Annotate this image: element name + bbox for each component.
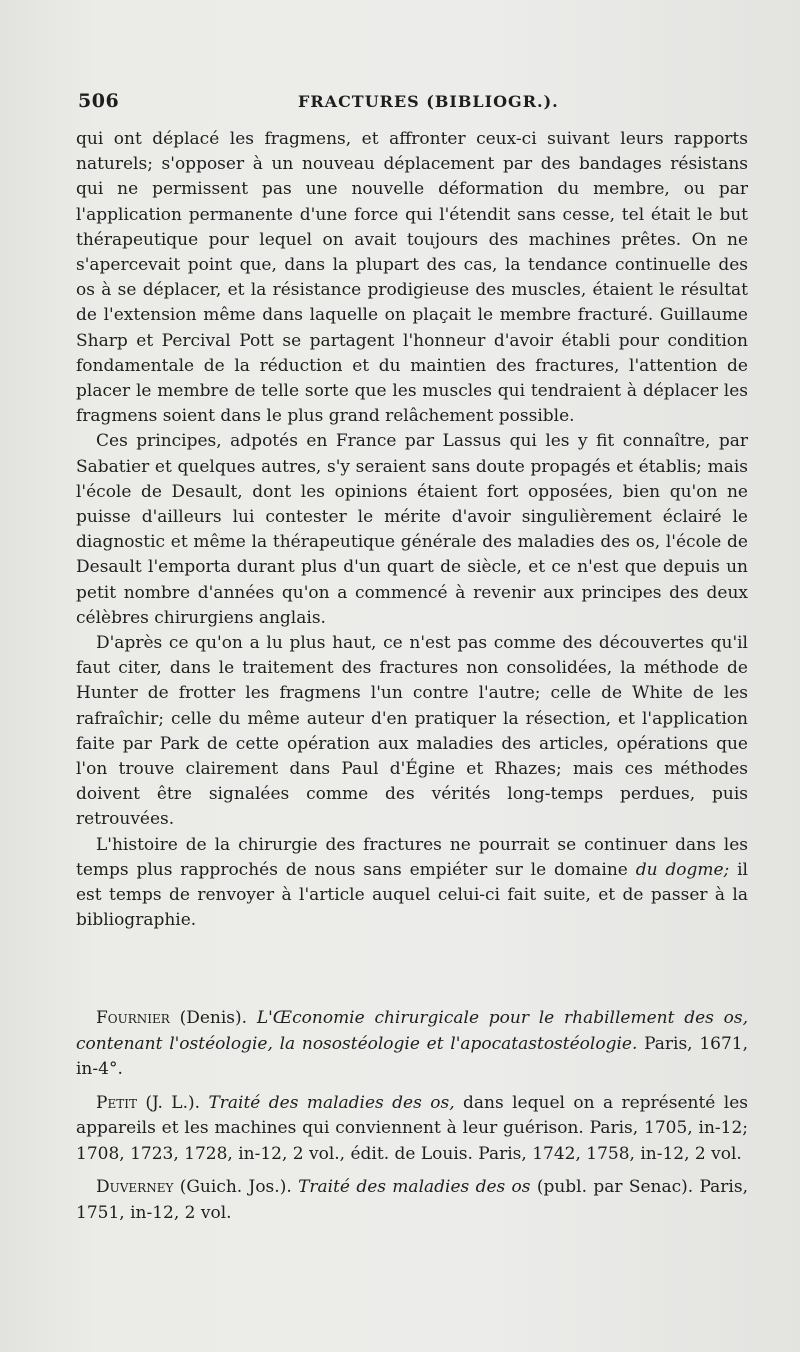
bibliography-entry-fournier xyxy=(76,1006,748,1083)
page-number: 506 xyxy=(78,90,120,112)
entry-author: Duverney xyxy=(96,1177,174,1197)
entry-author-rest: (Denis). xyxy=(169,1008,257,1028)
bibliography xyxy=(76,1006,748,1234)
page-header xyxy=(78,90,740,118)
entry-author: Petit xyxy=(96,1092,137,1113)
running-head: FRACTURES (BIBLIOGR.). xyxy=(298,92,559,111)
paragraph-4-text-after: il est temps de renvoyer à l'article auquel celui-ci fait suite, et de passer à la bibliographie. xyxy=(76,859,748,931)
entry-author-rest: (Guich. Jos.). xyxy=(173,1177,299,1197)
body-text xyxy=(76,127,748,934)
entry-author-rest: (J. L.). xyxy=(136,1092,209,1113)
paragraph-4 xyxy=(76,833,748,934)
entry-title: Traité des maladies des os, xyxy=(208,1092,455,1113)
paragraph-3: D'après ce qu'on a lu plus haut, ce n'est pas comme des découvertes qu'il faut citer, dans le traitement des fractures non consolidées, la méthode de Hunter de frotter les fragmens l'un contre l'autre; celle de White de les rafraîchir; celle du même auteur d'en pratiquer la résection, et l'application faite par Park de cette opération aux maladies des articles, opérations que l'on trouve clairement dans Paul d'Égine et Rhazes; mais ces méthodes doivent être signalées comme des vérités long-temps perdues, puis retrouvées. xyxy=(76,633,748,830)
paragraph-2: Ces principes, adpotés en France par Lassus qui les y fit connaître, par Sabatier et quelques autres, s'y seraient sans doute propagés et établis; mais l'école de Desault, dont les opinions étaient fort opposées, bien qu'on ne puisse d'ailleurs lui contester le mérite d'avoir singulièrement éclairé le diagnostic et même la thérapeutique générale des maladies des os, l'école de Desault l'emporta durant plus d'un quart de siècle, et ce n'est que depuis un petit nombre d'années qu'on a commencé à revenir aux principes des deux célèbres chirurgiens anglais. xyxy=(76,431,748,628)
paragraph-1: qui ont déplacé les fragmens, et affronter ceux-ci suivant leurs rapports naturels; s'opposer à un nouveau déplacement par des bandages résistans qui ne permissent pas une nouvelle déformation du membre, ou par l'application permanente d'une force qui l'étendit sans cesse, tel était le but thérapeutique pour lequel on avait toujours des machines prêtes. On ne s'apercevait point que, dans la plupart des cas, la tendance continuelle des os à se déplacer, et la résistance prodigieuse des muscles, étaient le résultat de l'extension même dans laquelle on plaçait le membre fracturé. Guillaume Sharp et Percival Pott se partagent l'honneur d'avoir établi pour condition fondamentale de la réduction et du maintien des fractures, l'attention de placer le membre de telle sorte que les muscles qui tendraient à déplacer les fragmens soient dans le plus grand relâchement possible. xyxy=(76,129,748,427)
entry-details: (publ. par Senac). Paris, 1751, in-12, 2 vol. xyxy=(76,1177,748,1223)
paragraph-4-italic: du dogme; xyxy=(635,859,730,880)
entry-details: Paris, 1671, in-4°. xyxy=(76,1033,748,1079)
entry-title: Traité des maladies des os xyxy=(298,1177,531,1197)
paragraph-4-text-before: L'histoire de la chirurgie des fractures ne pourrait se continuer dans les temps plus rapprochés de nous sans empiéter sur le domaine xyxy=(76,834,748,880)
bibliography-entry-duverney xyxy=(76,1175,748,1226)
entry-author: Fournier xyxy=(96,1008,170,1028)
bibliography-entry-petit xyxy=(76,1091,748,1168)
entry-details: dans lequel on a représenté les appareils et les machines qui conviennent à leur guérison. Paris, 1705, in-12; 1708, 1723, 1728, in-12, 2 vol., édit. de Louis. Paris, 1742, 1758, in-12, 2 vol. xyxy=(76,1092,748,1164)
entry-title: L'Œconomie chirurgicale pour le rhabillement des os, contenant l'ostéologie, la nosostéologie et l'apocatastostéologie. xyxy=(76,1008,748,1054)
